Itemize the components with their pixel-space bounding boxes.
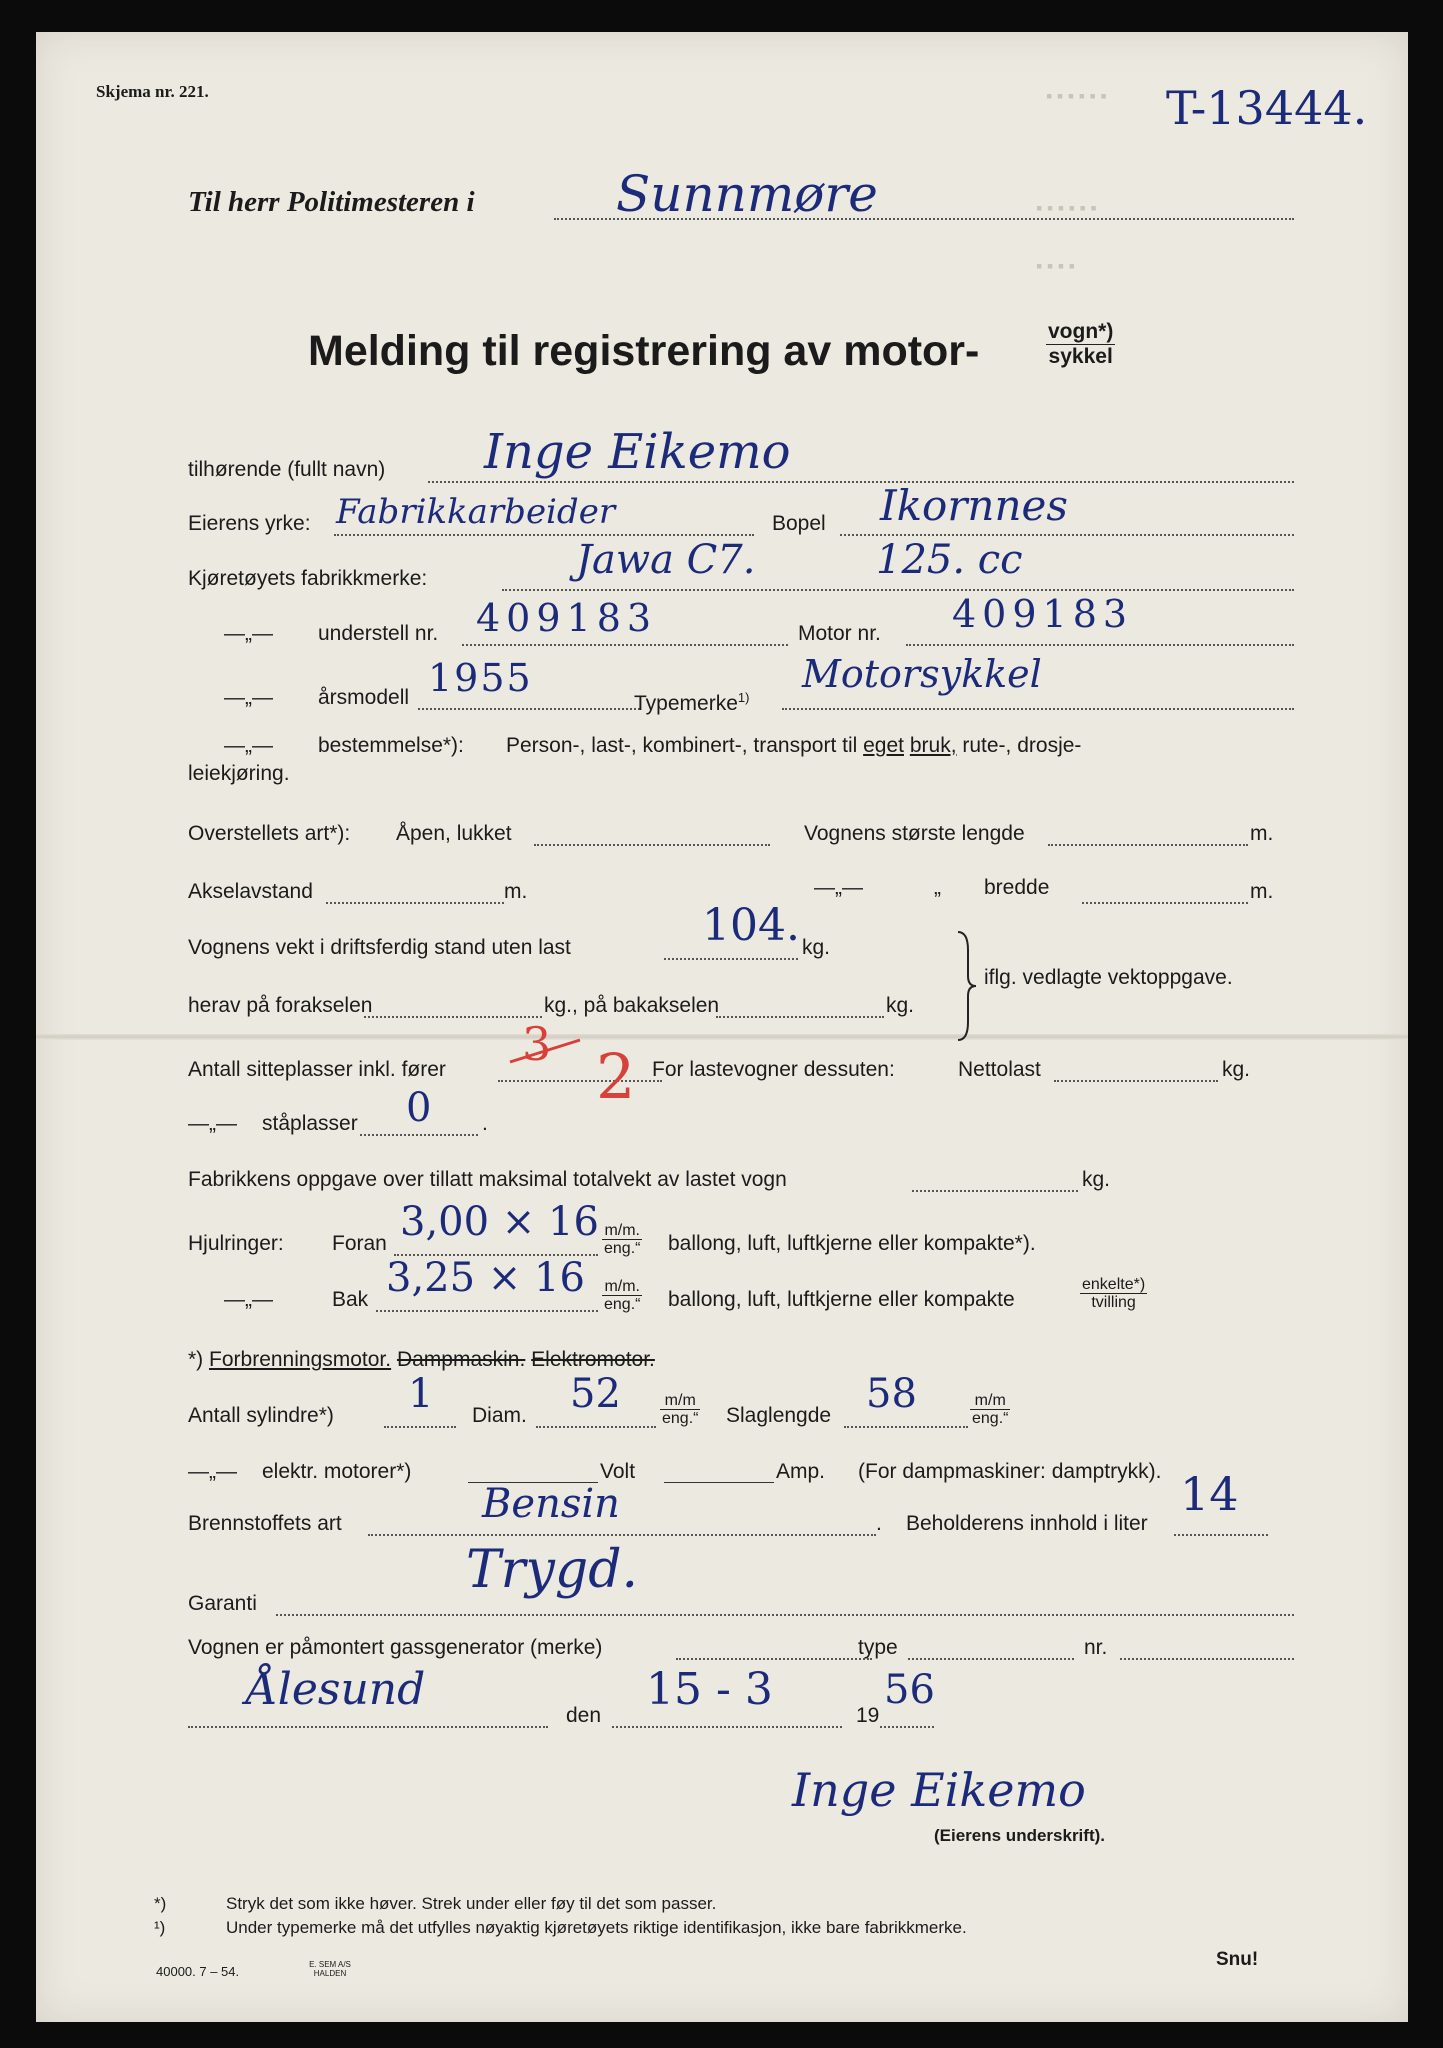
engine-kind-options: *) Forbrenningsmotor. Dampmaskin. Elektromotor.: [188, 1348, 655, 1371]
diameter-line: [536, 1426, 656, 1428]
stroke-value: 58: [866, 1371, 917, 1417]
width-label: bredde: [984, 876, 1050, 899]
weight-unit: kg.: [802, 936, 831, 959]
owner-name-value: Inge Eikemo: [484, 424, 791, 480]
model-year-value: 1955: [428, 656, 533, 700]
owner-signature: Inge Eikemo: [792, 1763, 1086, 1817]
make-label: Kjøretøyets fabrikkmerke:: [188, 567, 428, 590]
purpose-eget: eget: [863, 734, 904, 757]
weight-note: iflg. vedlagte vektoppgave.: [984, 966, 1233, 989]
standing-label: ståplasser: [262, 1112, 358, 1135]
cylinders-value: 1: [408, 1371, 434, 1417]
rear-tyre-types: ballong, luft, luftkjerne eller kompakte: [668, 1288, 1015, 1311]
steam-pressure-note: (For dampmaskiner: damptrykk).: [858, 1460, 1162, 1483]
make-value: Jawa C7.: [576, 537, 756, 583]
make-cc-value: 125. cc: [876, 537, 1023, 583]
wheelbase-line: [326, 902, 504, 904]
max-weight-label: Fabrikkens oppgave over tillatt maksimal totalvekt av lastet vogn: [188, 1168, 787, 1191]
ditto-mark: —„—: [224, 734, 273, 757]
date-den-label: den: [566, 1704, 602, 1727]
purpose-options: Person-, last-, kombinert-, transport til eget bruk, rute-, drosje-: [506, 734, 1082, 757]
chassis-label: understell nr.: [318, 622, 439, 645]
front-wheel-label: Foran: [332, 1232, 387, 1255]
type-value: Motorsykkel: [802, 652, 1042, 696]
footnote-1-mark: *): [154, 1894, 167, 1913]
ditto-mark: —„—: [814, 876, 863, 899]
engine-kind-steam: Dampmaskin.: [396, 1348, 526, 1371]
addressee-label: Til herr Politimesteren i: [188, 186, 475, 218]
rear-wheel-line: [376, 1310, 598, 1312]
length-unit: m.: [1250, 822, 1274, 845]
addressee-value: Sunnmøre: [616, 165, 878, 223]
width-unit: m.: [1250, 880, 1274, 903]
model-year-label: årsmodell: [318, 686, 410, 709]
stroke-label: Slaglengde: [726, 1404, 832, 1427]
electric-motors-label: elektr. motorer*): [262, 1460, 412, 1483]
engine-kind-combustion: Forbrenningsmotor.: [209, 1348, 392, 1371]
diameter-value: 52: [570, 1371, 621, 1417]
tank-capacity-value: 14: [1180, 1467, 1239, 1521]
type-line: [782, 708, 1294, 710]
stroke-unit: m/m eng.“: [972, 1392, 1009, 1427]
wheelbase-unit: m.: [504, 880, 528, 903]
turn-over-note: Snu!: [1216, 1949, 1259, 1970]
residence-line: [840, 534, 1294, 536]
gas-generator-nr-line: [1120, 1658, 1294, 1660]
single-twin-choice: enkelte*) tvilling: [1082, 1276, 1146, 1311]
purpose-options-cont: leiekjøring.: [188, 762, 290, 785]
schema-number: Skjema nr. 221.: [96, 82, 209, 101]
front-axle-line: [364, 1016, 542, 1018]
make-line: [502, 589, 1294, 591]
cylinders-line: [384, 1426, 456, 1428]
seats-line: [498, 1080, 662, 1082]
body-type-options: Åpen, lukket: [396, 822, 512, 845]
warranty-label: Garanti: [188, 1592, 257, 1615]
purpose-bruk: bruk,: [909, 734, 957, 757]
body-type-label: Overstellets art*):: [188, 822, 351, 845]
weight-label: Vognens vekt i driftsferdig stand uten last: [188, 936, 571, 959]
residence-label: Bopel: [772, 512, 826, 535]
front-axle-label: herav på forakselen: [188, 994, 373, 1017]
footnote-2: Under typemerke må det utfylles nøyaktig kjøretøyets riktige identifikasjon, ikke bare fabrikkmerke.: [226, 1918, 967, 1937]
standing-period: .: [482, 1112, 488, 1135]
weight-value: 104.: [702, 900, 800, 951]
date-value: 15 - 3: [646, 1664, 773, 1715]
ditto-mark: —„—: [224, 622, 273, 645]
signature-caption: (Eierens underskrift).: [934, 1826, 1105, 1845]
standing-line: [360, 1134, 478, 1136]
seats-value-struck: 3: [522, 1017, 552, 1071]
title-vogn: vogn*): [1048, 320, 1114, 343]
paper-fold: [36, 1034, 1408, 1040]
diameter-label: Diam.: [472, 1404, 527, 1427]
occupation-label: Eierens yrke:: [188, 512, 311, 535]
standing-value: 0: [406, 1085, 432, 1131]
occupation-line: [334, 534, 754, 536]
seats-strike-mark: [506, 1032, 586, 1072]
amp-label: Amp.: [776, 1460, 826, 1483]
length-line: [1048, 844, 1248, 846]
fuel-line: [368, 1534, 876, 1536]
form-sheet: ▪ ▪ ▪ ▪ ▪ ▪ ▪ ▪ ▪ ▪ ▪ ▪ ▪ ▪ ▪ ▪ Skjema nr. 221. T-13444. Til herr Politimesteren i Sunnmøre Melding til registrering av motor- vogn*) sykkel tilhørende (fullt navn) Inge Eikemo Eierens yrke: Fabrikkarbeider Bopel Ikornnes Kjøretøyets fabrikkmerke: Jawa C7. 125. cc —„— understell nr. 409183 Motor nr. 409183 —„— årsmodell 1955 Typemerke$^{1)}$ Motorsykkel —„— bestemmelse*): Person-, last-, kombinert-, transport til eget bruk, rute-, drosje- leiekjøring. Overstellets art*): Åpen, lukket Vognens største lengde m. Akselavstand m. —„— „ bredde m. Vognens vekt i driftsferdig stand uten last 104. kg. herav på forakselen kg., på bakakselen kg. iflg. vedlagte vektoppgave. Antall sitteplasser inkl. fører 3 2 For lastevogner dessuten: Nettolast kg. —„— ståplasser . 0 Fabrikkens oppgave over tillatt maksimal totalvekt av lastet vogn kg. Hjulringer: Foran 3,00 × 16 m/m. eng.“ ballong, luft, luftkjerne eller kompakte*). —„— Bak 3,25 × 16 m/m. eng.“ ballong, luft, luftkjerne eller kompakte enkelte*) tvilling *) Forbrenningsmotor. Dampmaskin. Elektromotor. Antall sylindre*) 1 Diam. 52 m/m eng.“ Slaglengde 58 m/m eng.“ —„— elektr. motorer*) Volt Amp. (For dampmaskiner: damptrykk). Brennstoffets art Bensin . Beholderens innhold i liter 14 Garanti Trygd. Vognen er påmontert gassgenerator (merke) type nr. Ålesund den 15 - 3 19 56 Inge Eikemo (Eierens underskrift). *) Stryk det som ikke høver. Strek under eller føy til det som passer. ¹) Under typemerke må det utfylles nøyaktig kjøretøyets riktige identifikasjon, ikke bare fabrikkmerke. 40000. 7 – 54. E. SEM A/S HALDEN Snu!: [36, 32, 1408, 2022]
warranty-value: Trygd.: [466, 1540, 639, 1600]
type-label: Typemerke$^{1)}$: [634, 690, 750, 715]
ditto-mark: —„—: [188, 1460, 237, 1483]
place-line: [188, 1726, 548, 1728]
gas-generator-nr-label: nr.: [1084, 1636, 1108, 1659]
owner-name-line: [428, 481, 1294, 483]
gas-generator-type-label: type: [858, 1636, 898, 1659]
fuel-label: Brennstoffets art: [188, 1512, 342, 1535]
seats-value: 2: [596, 1040, 636, 1113]
rear-wheel-unit: m/m. eng.“: [604, 1278, 641, 1313]
weight-brace: [954, 930, 978, 1042]
rear-axle-label: kg., på bakakselen: [544, 994, 720, 1017]
gas-generator-line: [676, 1658, 872, 1660]
print-code: 40000. 7 – 54.: [156, 1964, 240, 1979]
body-type-line: [534, 844, 770, 846]
cylinders-label: Antall sylindre*): [188, 1404, 334, 1427]
volt-label: Volt: [600, 1460, 636, 1483]
motor-number-value: 409183: [952, 592, 1134, 636]
weight-line: [664, 958, 798, 960]
form-title: Melding til registrering av motor-: [308, 327, 980, 375]
diameter-unit: m/m eng.“: [662, 1392, 699, 1427]
year-suffix: 56: [884, 1667, 935, 1713]
engine-kind-electric: Elektromotor.: [531, 1348, 655, 1371]
title-vehicle-kind: [1046, 320, 1115, 369]
net-load-line: [1054, 1080, 1218, 1082]
front-wheel-unit: m/m. eng.“: [604, 1222, 641, 1257]
ditto-mark: —„—: [224, 686, 273, 709]
stroke-line: [844, 1426, 968, 1428]
front-wheel-value: 3,00 × 16: [400, 1199, 599, 1245]
max-weight-line: [912, 1190, 1078, 1192]
fuel-period: .: [876, 1512, 882, 1535]
motor-number-line: [906, 644, 1294, 646]
wheelbase-label: Akselavstand: [188, 880, 313, 903]
tank-capacity-label: Beholderens innhold i liter: [906, 1512, 1148, 1535]
tank-capacity-line: [1174, 1534, 1268, 1536]
chassis-line: [462, 644, 788, 646]
motor-number-label: Motor nr.: [798, 622, 881, 645]
footnote-2-mark: ¹): [154, 1918, 166, 1937]
date-line: [612, 1726, 842, 1728]
cargo-label: For lastevogner dessuten:: [652, 1058, 895, 1081]
rear-axle-line: [716, 1016, 884, 1018]
ditto-mark: —„—: [224, 1288, 273, 1311]
warranty-line: [276, 1614, 1294, 1616]
footnote-1: Stryk det som ikke høver. Strek under eller føy til det som passer.: [226, 1894, 717, 1913]
residence-value: Ikornnes: [880, 481, 1068, 530]
owner-name-label: tilhørende (fullt navn): [188, 458, 386, 481]
printer-mark: E. SEM A/S HALDEN: [309, 1960, 351, 1978]
year-line: [880, 1726, 934, 1728]
chassis-value: 409183: [476, 596, 658, 640]
ditto-quote: „: [934, 876, 941, 899]
title-sykkel: sykkel: [1048, 345, 1113, 368]
seats-label: Antall sitteplasser inkl. fører: [188, 1058, 446, 1081]
front-tyre-types: ballong, luft, luftkjerne eller kompakte*).: [668, 1232, 1036, 1255]
width-line: [1082, 902, 1248, 904]
occupation-value: Fabrikkarbeider: [336, 492, 616, 532]
fuel-value: Bensin: [482, 1481, 620, 1527]
archive-reference: T-13444.: [1166, 81, 1368, 135]
net-load-label: Nettolast: [958, 1058, 1041, 1081]
net-load-unit: kg.: [1222, 1058, 1251, 1081]
place-value: Ålesund: [246, 1664, 426, 1715]
rear-wheel-value: 3,25 × 16: [386, 1255, 585, 1301]
rear-axle-unit: kg.: [886, 994, 915, 1017]
year-prefix: 19: [856, 1704, 880, 1727]
model-year-line: [418, 708, 640, 710]
max-weight-unit: kg.: [1082, 1168, 1111, 1191]
gas-generator-label: Vognen er påmontert gassgenerator (merke): [188, 1636, 603, 1659]
wheels-label: Hjulringer:: [188, 1232, 284, 1255]
length-label: Vognens største lengde: [804, 822, 1025, 845]
ditto-mark: —„—: [188, 1112, 237, 1135]
purpose-label: bestemmelse*):: [318, 734, 464, 757]
rear-wheel-label: Bak: [332, 1288, 369, 1311]
volt-line: [664, 1482, 774, 1483]
gas-generator-type-line: [908, 1658, 1074, 1660]
